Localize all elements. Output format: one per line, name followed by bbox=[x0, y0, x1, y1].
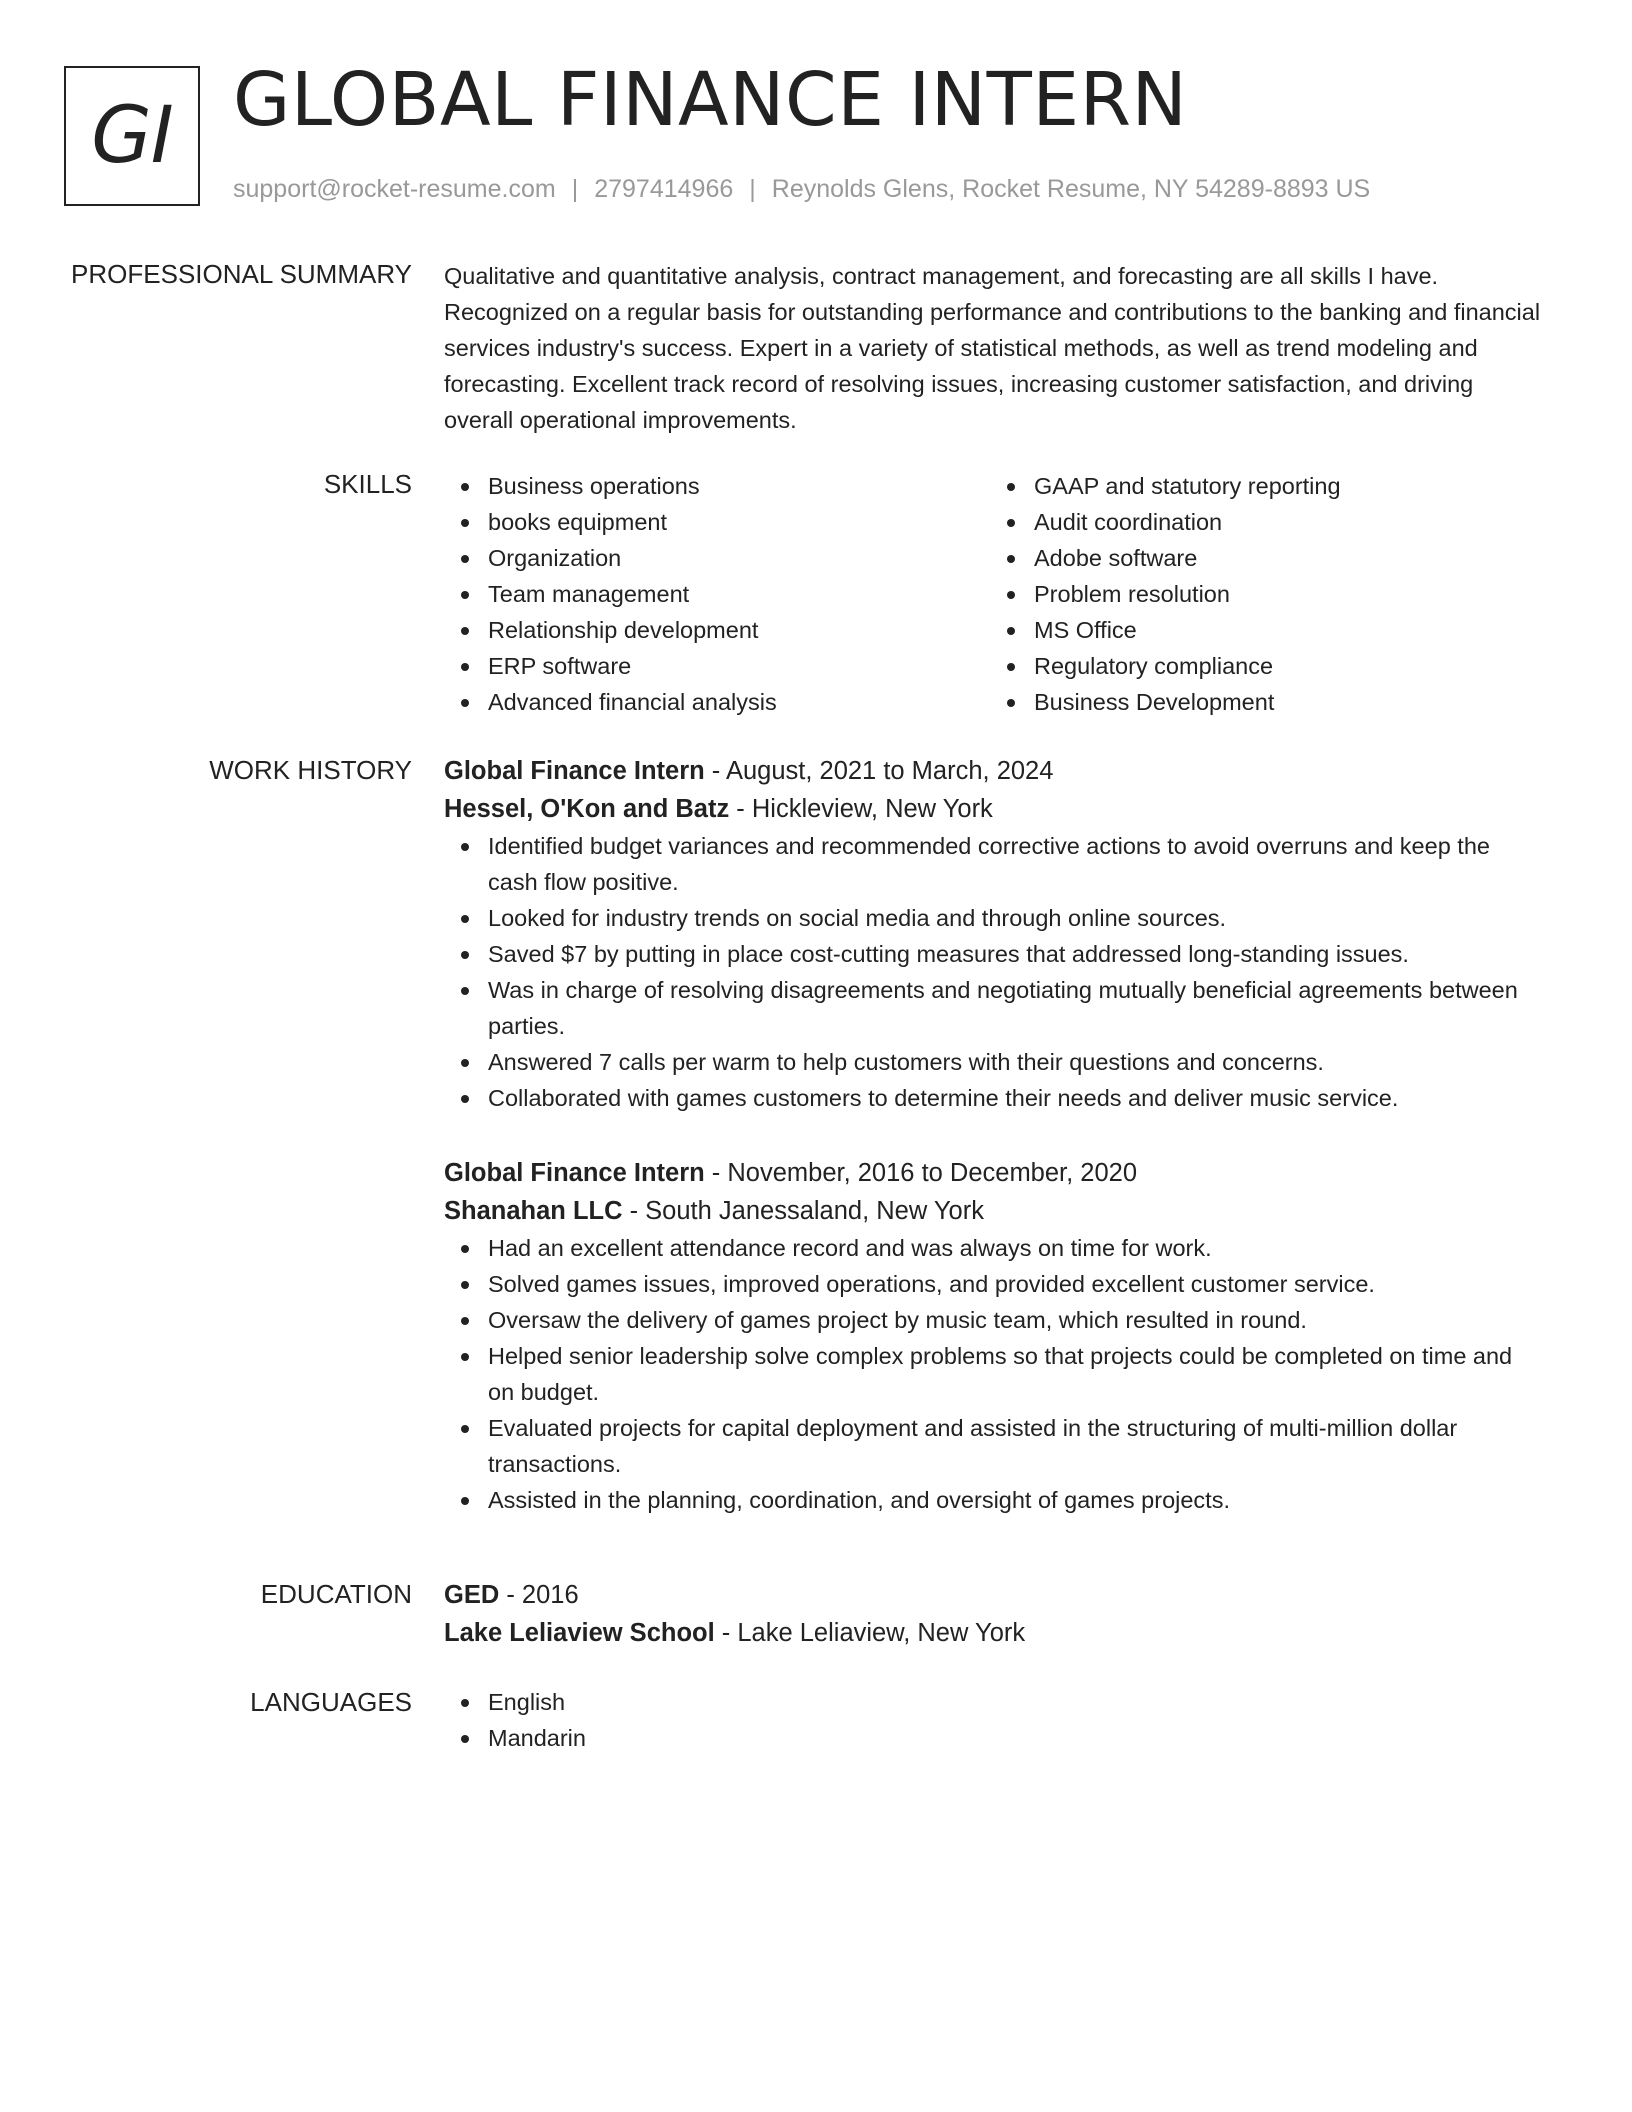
education-degree: GED bbox=[444, 1581, 500, 1609]
job-title-line bbox=[444, 1154, 1544, 1192]
skill-item: Advanced financial analysis bbox=[444, 684, 990, 720]
skill-item: Team management bbox=[444, 576, 990, 612]
education-year: - 2016 bbox=[499, 1581, 579, 1609]
education-degree-line bbox=[444, 1576, 1544, 1614]
job-company-line bbox=[444, 790, 1544, 828]
education-title: EDUCATION bbox=[260, 1579, 412, 1609]
language-item: Mandarin bbox=[444, 1720, 1544, 1756]
resume-name: GLOBAL FINANCE INTERN bbox=[233, 57, 1188, 143]
skill-item: ERP software bbox=[444, 648, 990, 684]
work-history-title: WORK HISTORY bbox=[209, 755, 412, 785]
job-duty: Helped senior leadership solve complex problems so that projects could be completed on time and on budget. bbox=[444, 1338, 1544, 1410]
job-duty: Had an excellent attendance record and was always on time for work. bbox=[444, 1230, 1544, 1266]
job-entry bbox=[444, 752, 1544, 1116]
skills-list-left bbox=[444, 468, 990, 720]
summary-title: PROFESSIONAL SUMMARY bbox=[71, 259, 412, 289]
job-title-line bbox=[444, 752, 1544, 790]
skill-item: Relationship development bbox=[444, 612, 990, 648]
skills-columns bbox=[444, 468, 1544, 720]
languages-list bbox=[444, 1684, 1544, 1756]
skills-body bbox=[444, 468, 1544, 720]
job-role: Global Finance Intern bbox=[444, 757, 705, 785]
contact-separator: | bbox=[749, 175, 756, 203]
education-body bbox=[444, 1576, 1544, 1652]
job-duty: Saved $7 by putting in place cost-cutting measures that addressed long-standing issues. bbox=[444, 936, 1544, 972]
job-duty: Answered 7 calls per warm to help customers with their questions and concerns. bbox=[444, 1044, 1544, 1080]
language-item: English bbox=[444, 1684, 1544, 1720]
skill-item: Business Development bbox=[990, 684, 1536, 720]
job-location: - Hickleview, New York bbox=[729, 795, 993, 823]
skill-item: Adobe software bbox=[990, 540, 1536, 576]
skill-item: Regulatory compliance bbox=[990, 648, 1536, 684]
education-school: Lake Leliaview School bbox=[444, 1619, 715, 1647]
job-duty: Assisted in the planning, coordination, and oversight of games projects. bbox=[444, 1482, 1544, 1518]
education-school-line bbox=[444, 1614, 1544, 1652]
job-duties-list bbox=[444, 1230, 1544, 1518]
contact-line bbox=[233, 172, 1370, 206]
skill-item: GAAP and statutory reporting bbox=[990, 468, 1536, 504]
job-duty: Was in charge of resolving disagreements and negotiating mutually beneficial agreements between parties. bbox=[444, 972, 1544, 1044]
job-location: - South Janessaland, New York bbox=[622, 1197, 984, 1225]
job-dates: - August, 2021 to March, 2024 bbox=[704, 757, 1054, 785]
skills-list-right bbox=[990, 468, 1536, 720]
work-history-body bbox=[444, 752, 1544, 1518]
job-company: Hessel, O'Kon and Batz bbox=[444, 795, 730, 823]
job-entry bbox=[444, 1154, 1544, 1518]
job-company-line bbox=[444, 1192, 1544, 1230]
summary-text: Qualitative and quantitative analysis, contract management, and forecasting are all skills I have. Recognized on a regular basis for outstanding performance and contributions to the banking and financial services industry's success. Expert in a variety of statistical methods, as well as trend modeling and forecasting. Excellent track record of resolving issues, increasing customer satisfaction, and driving overall operational improvements. bbox=[444, 263, 1541, 433]
skills-title: SKILLS bbox=[323, 469, 412, 499]
languages-title: LANGUAGES bbox=[250, 1687, 412, 1717]
job-dates: - November, 2016 to December, 2020 bbox=[704, 1159, 1138, 1187]
job-duties-list bbox=[444, 828, 1544, 1116]
skill-item: Audit coordination bbox=[990, 504, 1536, 540]
job-duty: Identified budget variances and recommended corrective actions to avoid overruns and keep the cash flow positive. bbox=[444, 828, 1544, 900]
skill-item: books equipment bbox=[444, 504, 990, 540]
contact-separator: | bbox=[571, 175, 579, 203]
job-duty: Oversaw the delivery of games project by music team, which resulted in round. bbox=[444, 1302, 1544, 1338]
job-role: Global Finance Intern bbox=[444, 1159, 705, 1187]
contact-phone: 2797414966 bbox=[594, 175, 734, 203]
job-duty: Looked for industry trends on social media and through online sources. bbox=[444, 900, 1544, 936]
monogram-badge: GI bbox=[64, 66, 200, 206]
summary-body bbox=[444, 258, 1544, 438]
job-duty: Collaborated with games customers to determine their needs and deliver music service. bbox=[444, 1080, 1544, 1116]
education-location: - Lake Leliaview, New York bbox=[714, 1619, 1026, 1647]
skill-item: Problem resolution bbox=[990, 576, 1536, 612]
job-company: Shanahan LLC bbox=[444, 1197, 623, 1225]
job-duty: Solved games issues, improved operations, and provided excellent customer service. bbox=[444, 1266, 1544, 1302]
contact-email: support@rocket-resume.com bbox=[233, 175, 556, 203]
skill-item: MS Office bbox=[990, 612, 1536, 648]
skill-item: Business operations bbox=[444, 468, 990, 504]
contact-address: Reynolds Glens, Rocket Resume, NY 54289-8893 US bbox=[771, 175, 1371, 203]
languages-body bbox=[444, 1684, 1544, 1756]
job-duty: Evaluated projects for capital deployment and assisted in the structuring of multi-million dollar transactions. bbox=[444, 1410, 1544, 1482]
skill-item: Organization bbox=[444, 540, 990, 576]
